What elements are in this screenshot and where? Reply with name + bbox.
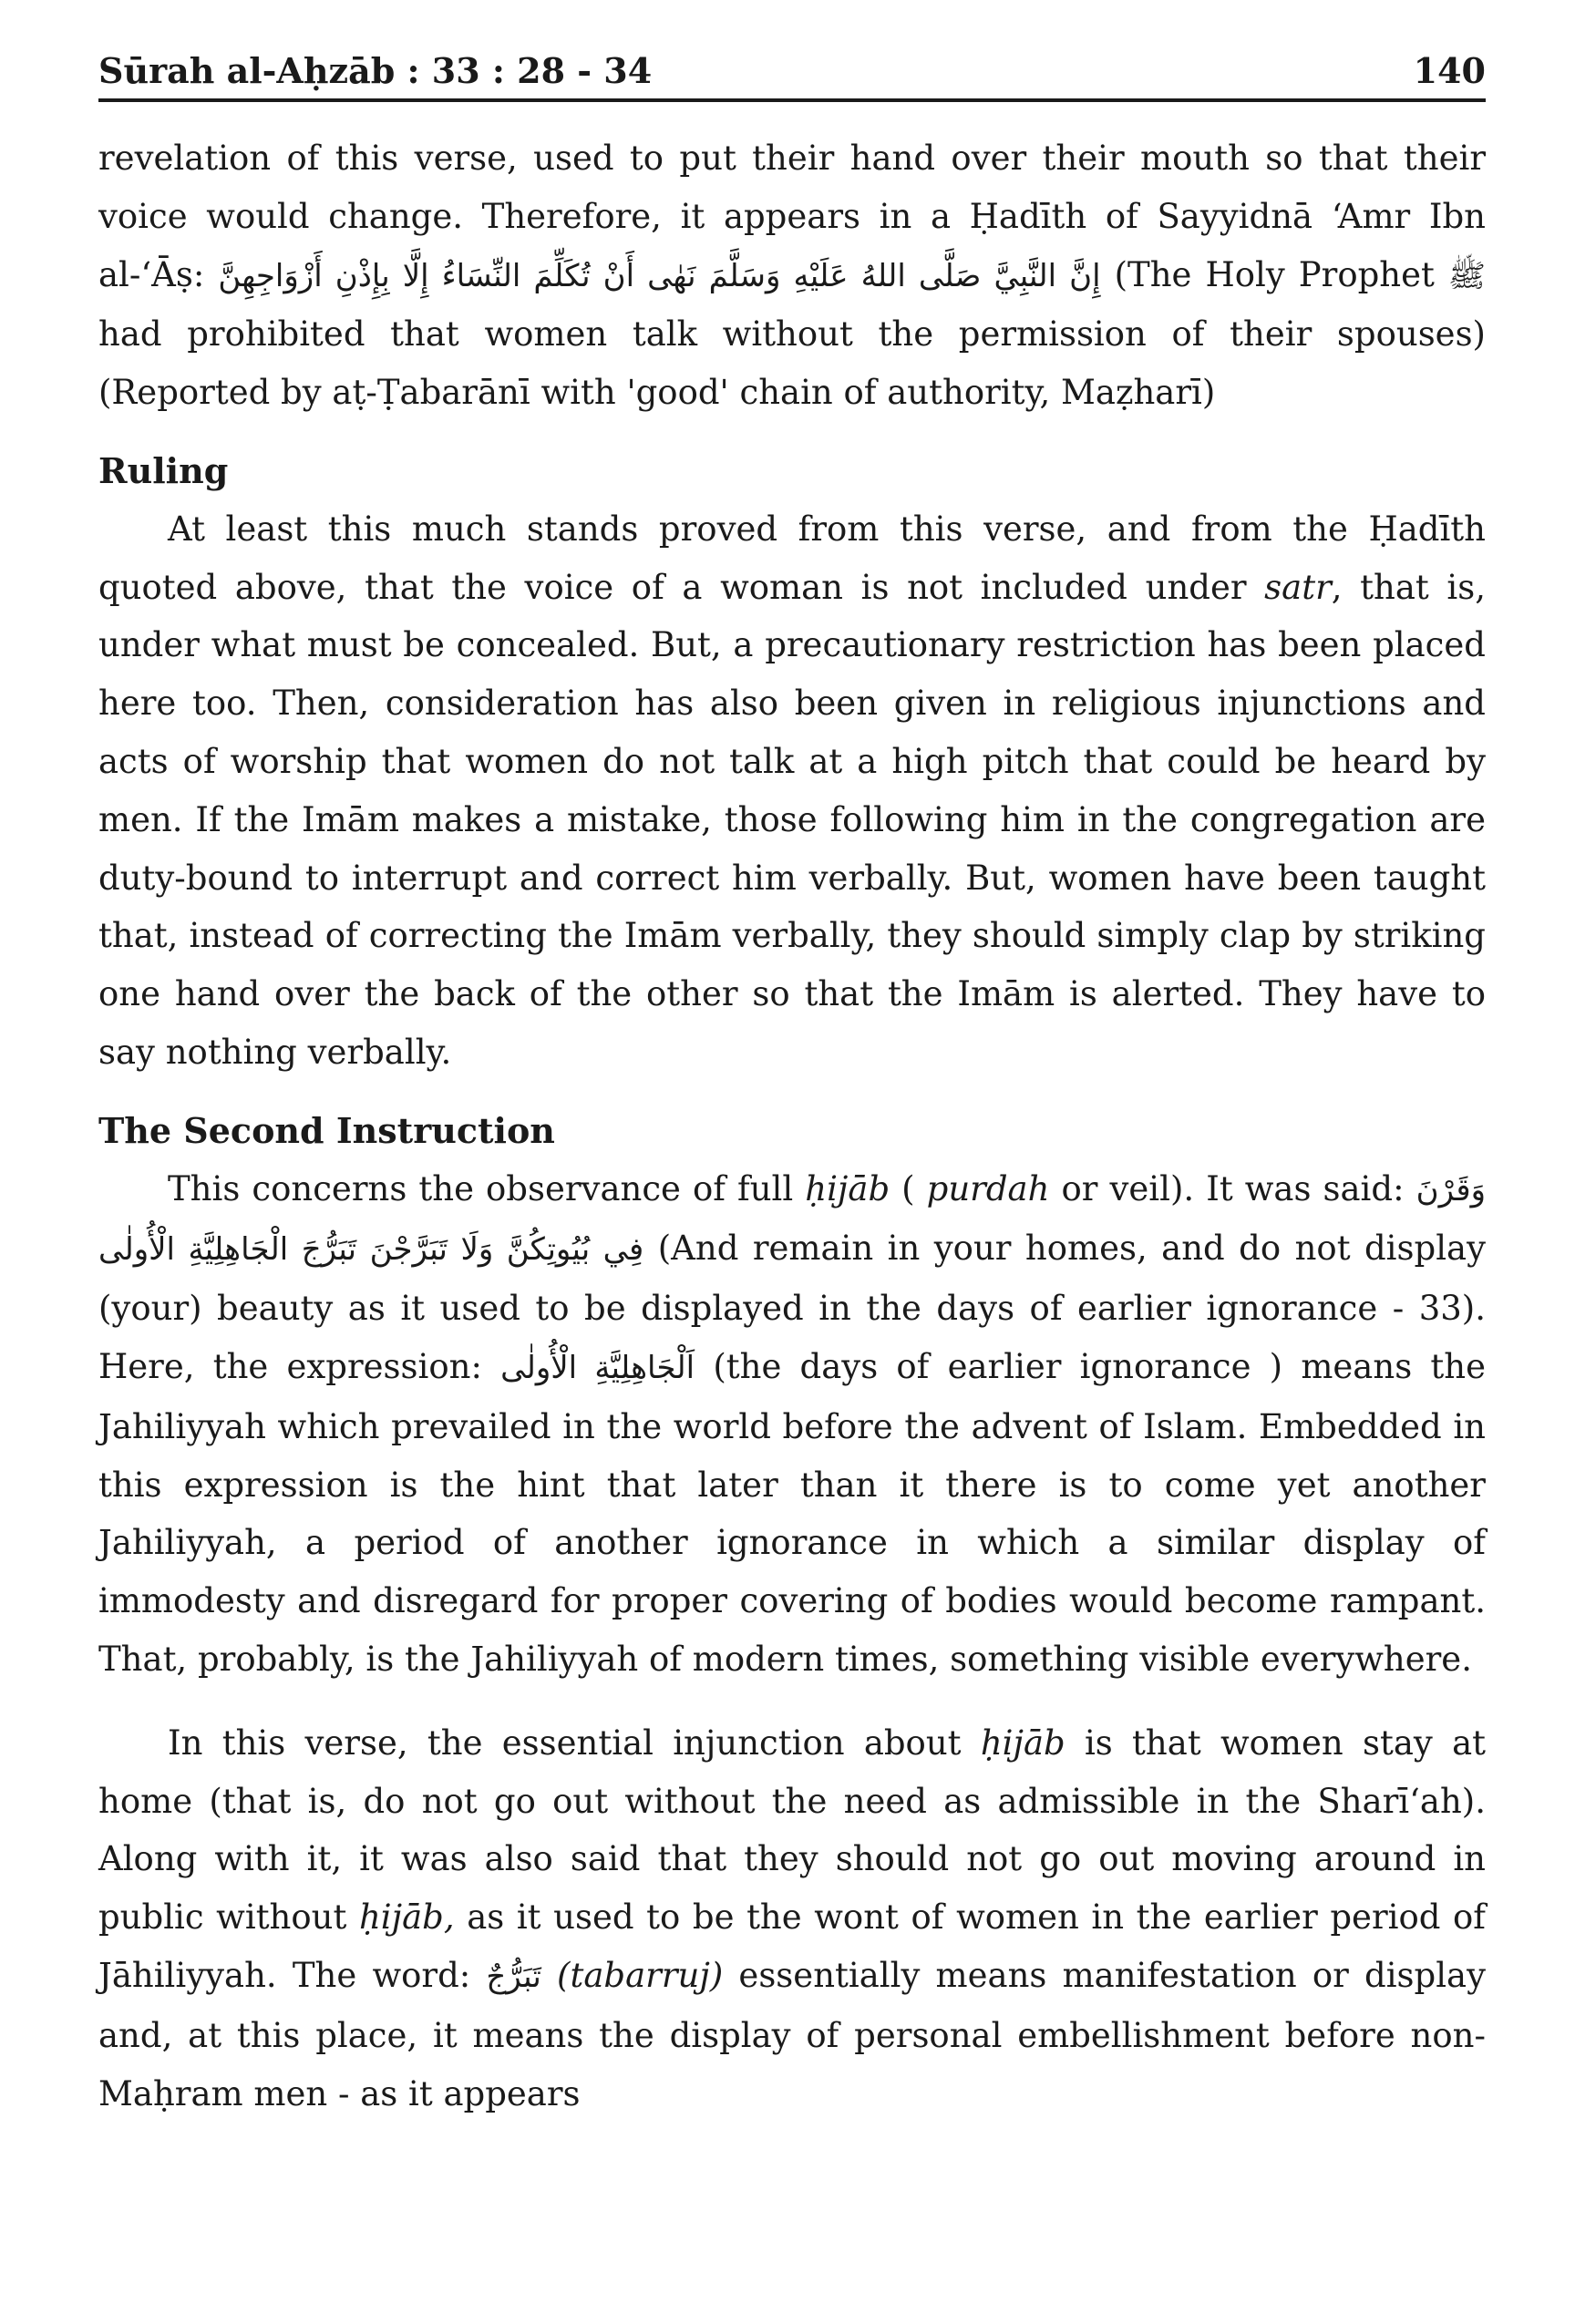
term-purdah: purdah [926, 1168, 1050, 1208]
paragraph-ruling [98, 500, 1486, 1082]
salutation-seal-icon: ﷺ [1447, 257, 1486, 294]
header-rule [98, 98, 1486, 102]
text: In this verse, the essential injunction about [168, 1722, 981, 1763]
paragraph-hadith [98, 129, 1486, 422]
text: had prohibited that women talk without the permission of their spouses) (Reported by aṭ-Ṭabarānī with 'good' chain of authority, Maẓharī) [98, 314, 1486, 413]
text: or veil). It was said: [1049, 1168, 1416, 1208]
paragraph-second-instruction [98, 1160, 1486, 1689]
heading-ruling: Ruling [98, 449, 229, 491]
term-hijab: ḥijāb [980, 1722, 1065, 1763]
arabic-word: تَبَرُّجٌ [486, 1958, 541, 1995]
text: This concerns the observance of full [168, 1168, 806, 1208]
text [541, 1956, 557, 1995]
arabic-hadith: إِنَّ النَّبِيَّ صَلَّى اللهُ عَلَيْهِ وَسَلَّمَ نَهٰى أَنْ تُكَلِّمَ النِّسَاءُ إِلَّا بِإِذْنِ أَزْوَاجِهِنَّ [218, 257, 1101, 294]
text: as it used to be the wont of women in the earlier period of Jāhiliyyah. The word: [98, 1897, 1486, 1995]
text: ( [890, 1168, 927, 1208]
text: , that is, under what must be concealed. But, a precautionary restriction has been placed here too. Then, consideration has also been given in religious injunctions and acts of worship that women do not talk at a high pitch that could be heard by men. If the Imām makes a mistake, those following him in the congregation are duty-bound to interrupt and correct him verbally. But, women have been taught that, instead of correcting the Imām verbally, they should simply clap by striking one hand over the back of the other so that the Imām is alerted. They have to say nothing verbally. [98, 567, 1487, 1072]
arabic-verse: وَقَرْنَ فِي بُيُوتِكُنَّ وَلَا تَبَرَّجْنَ تَبَرُّجَ الْجَاهِلِيَّةِ الْأُولٰى [98, 1171, 1486, 1269]
heading-second-instruction: The Second Instruction [98, 1109, 555, 1151]
page-body [98, 129, 1486, 2123]
text: revelation of this verse, used to put their hand over their mouth so that their voice would change. Therefore, it appears in a Ḥadīth of Sayyidnā ‘Amr Ibn al-‘Āṣ: [98, 139, 1486, 294]
text: essentially means manifestation or display and, at this place, it means the display of personal embellishment before non-Maḥram men - as it appears [98, 1955, 1486, 2113]
term-tabarruj: (tabarruj) [557, 1955, 724, 1995]
surah-title: Sūrah al-Aḥzāb : 33 : 28 - 34 [98, 50, 653, 91]
text: (And remain in your homes, and do not display (your) beauty as it used to be displayed in the days of earlier ignorance - 33). Here, the expression: [98, 1229, 1486, 1386]
text: (The Holy Prophet [1100, 254, 1448, 294]
term-hijab: ḥijāb [805, 1168, 890, 1208]
page-number: 140 [1413, 50, 1486, 91]
term-hijab: ḥijāb, [358, 1897, 455, 1938]
arabic-expression: اَلْجَاهِلِيَّةِ الْأُولٰى [500, 1349, 695, 1386]
text: At least this much stands proved from this verse, and from the Ḥadīth quoted above, that the voice of a woman is not included under [98, 509, 1486, 607]
text: is that women stay at home (that is, do not go out without the need as admissible in the Sharī‘ah). Along with it, it was also said that they should not go out moving around in public without [98, 1722, 1486, 1938]
paragraph-hijab [98, 1714, 1486, 2123]
term-satr: satr [1264, 567, 1332, 607]
running-header [98, 44, 1486, 98]
text: (the days of earlier ignorance ) means the Jahiliyyah which prevailed in the world before the advent of Islam. Embedded in this expression is the hint that later than it there is to come yet another Jahiliyyah, a period of another ignorance in which a similar display of immodesty and disregard for proper covering of bodies would become rampant. That, probably, is the Jahiliyyah of modern times, something visible everywhere. [98, 1346, 1486, 1679]
